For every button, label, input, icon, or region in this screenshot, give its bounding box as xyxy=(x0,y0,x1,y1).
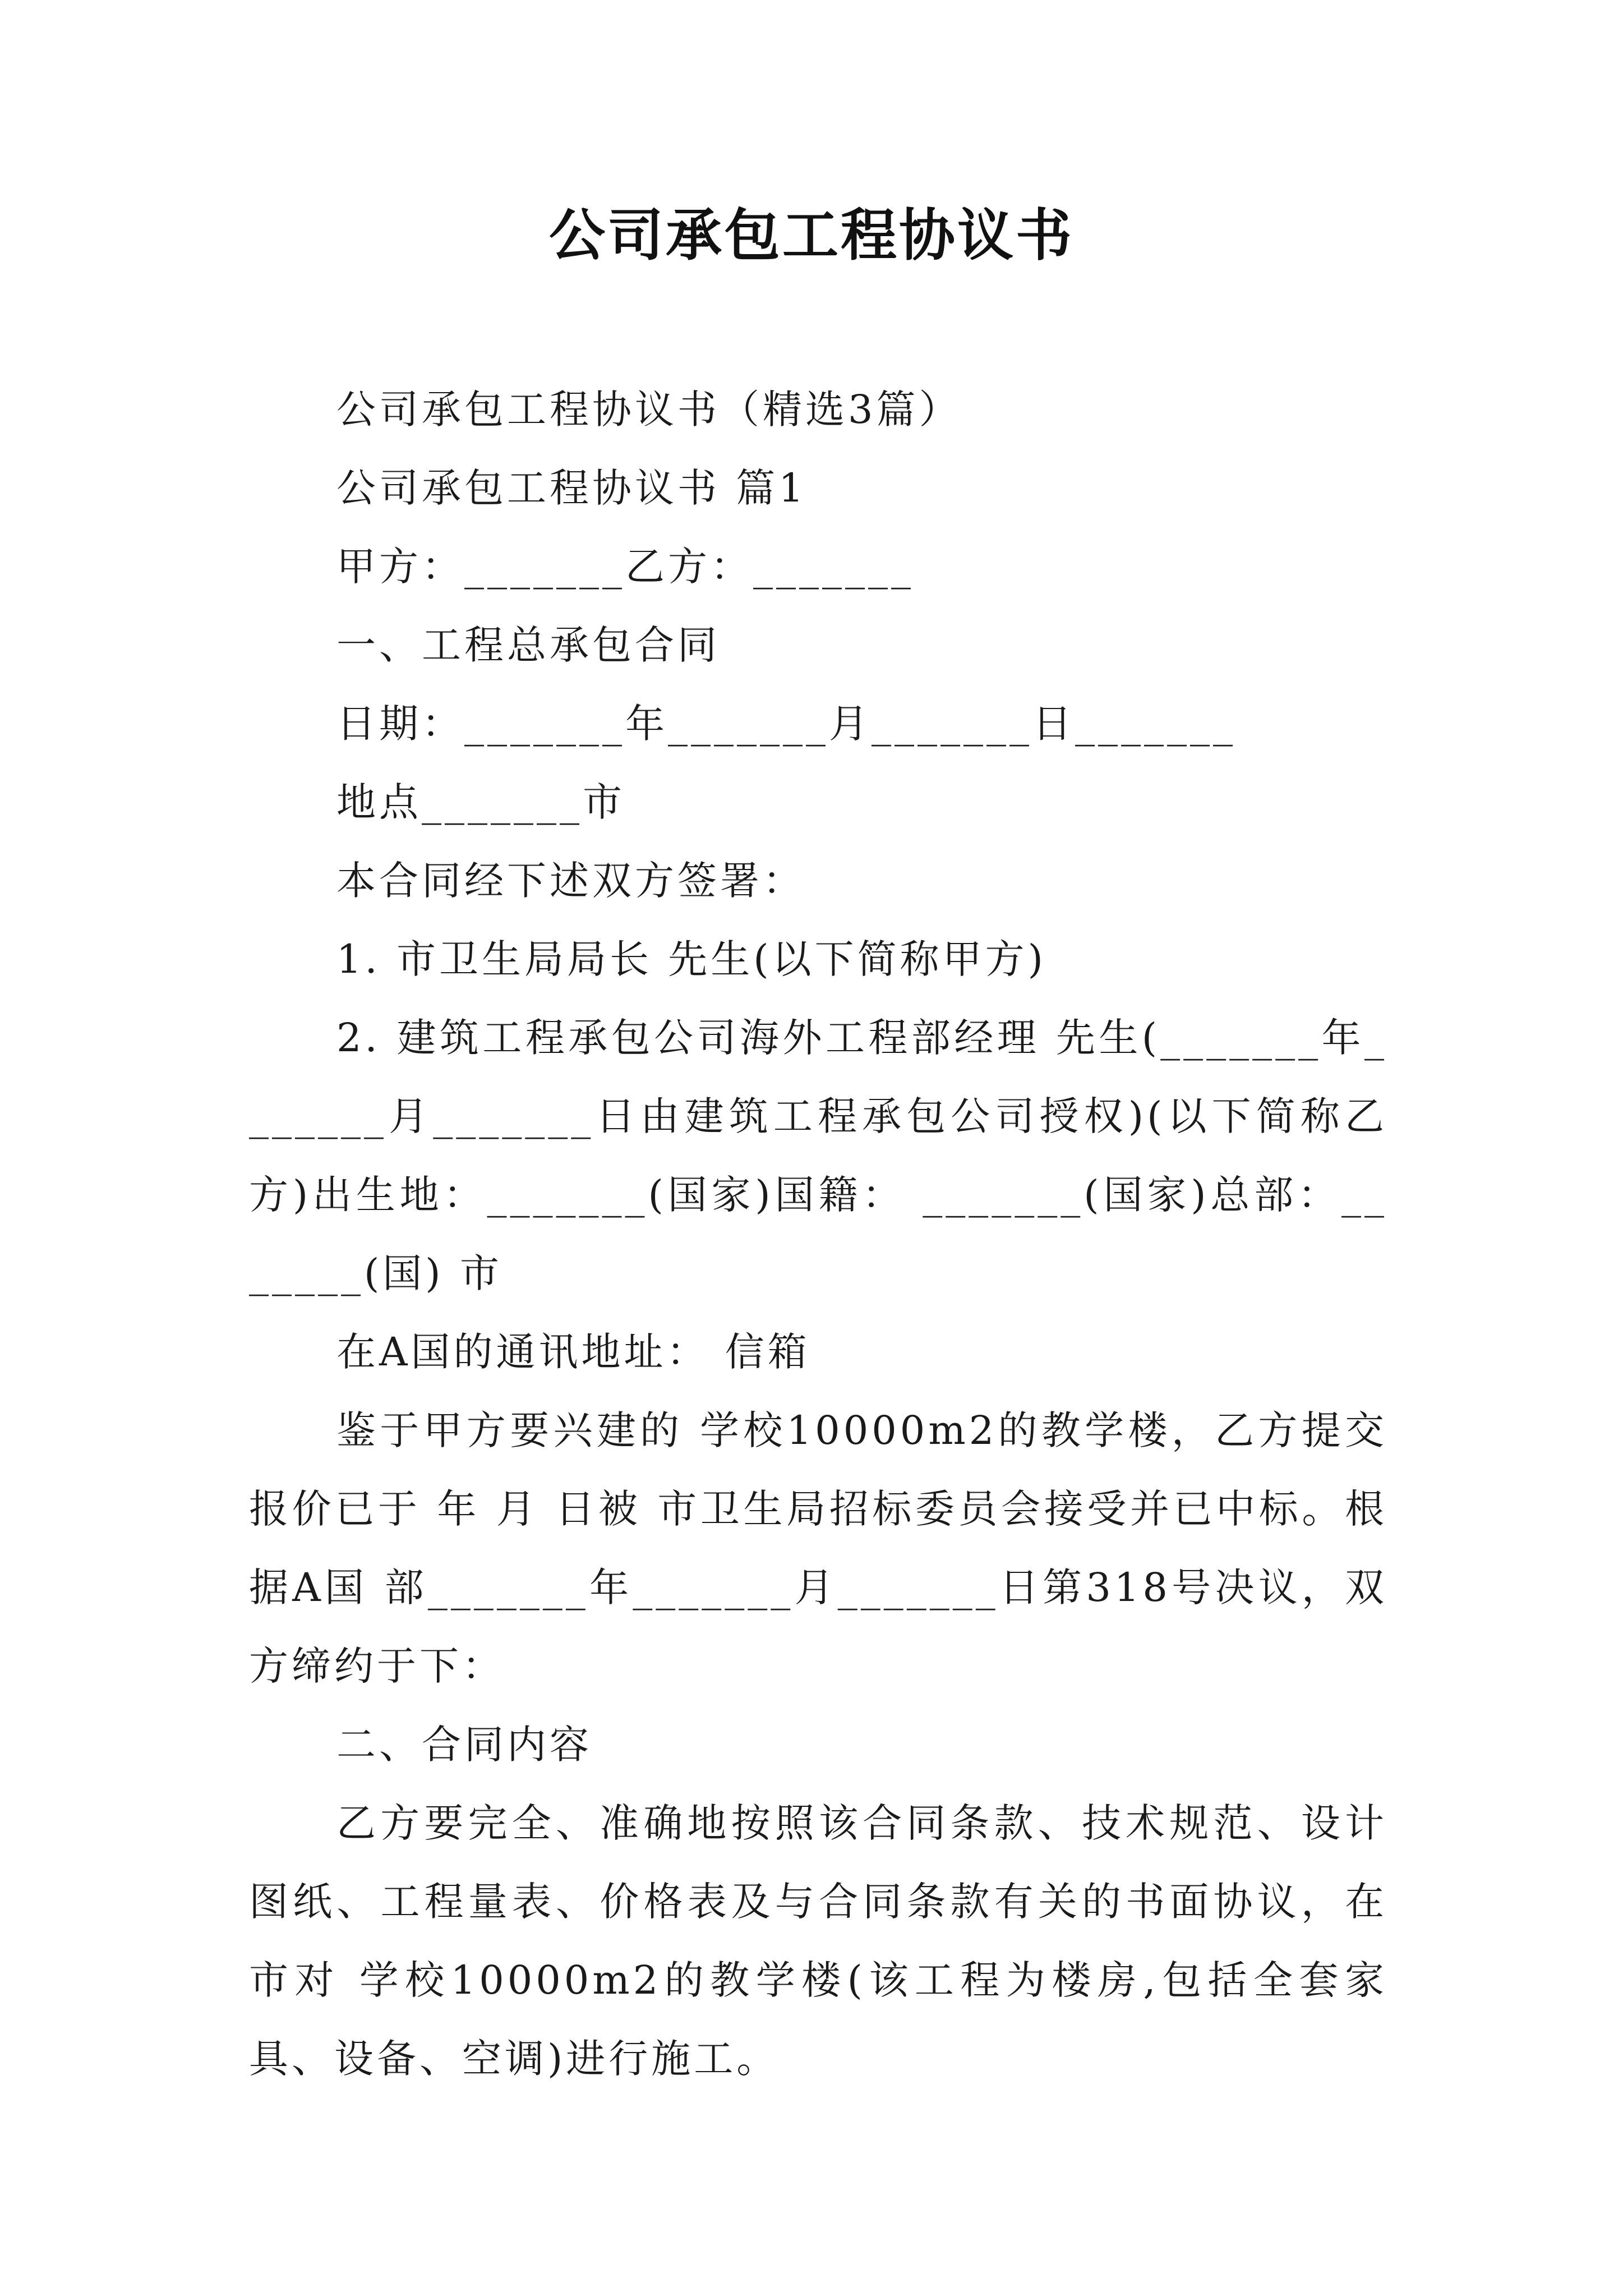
paragraph-location: 地点_______市 xyxy=(336,779,625,825)
paragraph-date: 日期：_______年_______月_______日_______ xyxy=(336,701,1236,747)
paragraph-parties: 甲方：_______乙方：_______ xyxy=(336,544,914,590)
paragraph-contract-content: 乙方要完全、准确地按照该合同条款、技术规范、设计图纸、工程量表、价格表及与合同条款有关的书面协议，在市对 学校10000m2的教学楼(该工程为楼房,包括全套家具、设备、空调)进行施工。 xyxy=(249,1800,1387,2082)
document-title: 公司承包工程协议书 xyxy=(549,203,1074,268)
paragraph-section-two-heading: 二、合同内容 xyxy=(336,1722,592,1768)
paragraph-signing-intro: 本合同经下述双方签署： xyxy=(336,858,805,904)
paragraph-party-a: 1. 市卫生局局长 先生(以下简称甲方) xyxy=(336,936,1046,982)
paragraph-address: 在A国的通讯地址： 信箱 xyxy=(336,1329,810,1375)
paragraph-party-b: 2. 建筑工程承包公司海外工程部经理 先生(_______年_______月_______日由建筑工程承包公司授权)(以下简称乙方)出生地：_______(国家)国籍： _______(国家)总部：_______(国) 市 xyxy=(249,1015,1387,1296)
paragraph-contract-type: 一、工程总承包合同 xyxy=(336,622,720,668)
paragraph-subtitle: 公司承包工程协议书（精选3篇） xyxy=(336,386,962,432)
paragraph-section-heading: 公司承包工程协议书 篇1 xyxy=(336,465,807,511)
paragraph-recital: 鉴于甲方要兴建的 学校10000m2的教学楼，乙方提交报价已于 年 月 日被 市卫生局招标委员会接受并已中标。根据A国 部_______年_______月_______日第318号决议，双方缔约于下： xyxy=(249,1407,1387,1689)
document-body xyxy=(249,370,1387,2098)
